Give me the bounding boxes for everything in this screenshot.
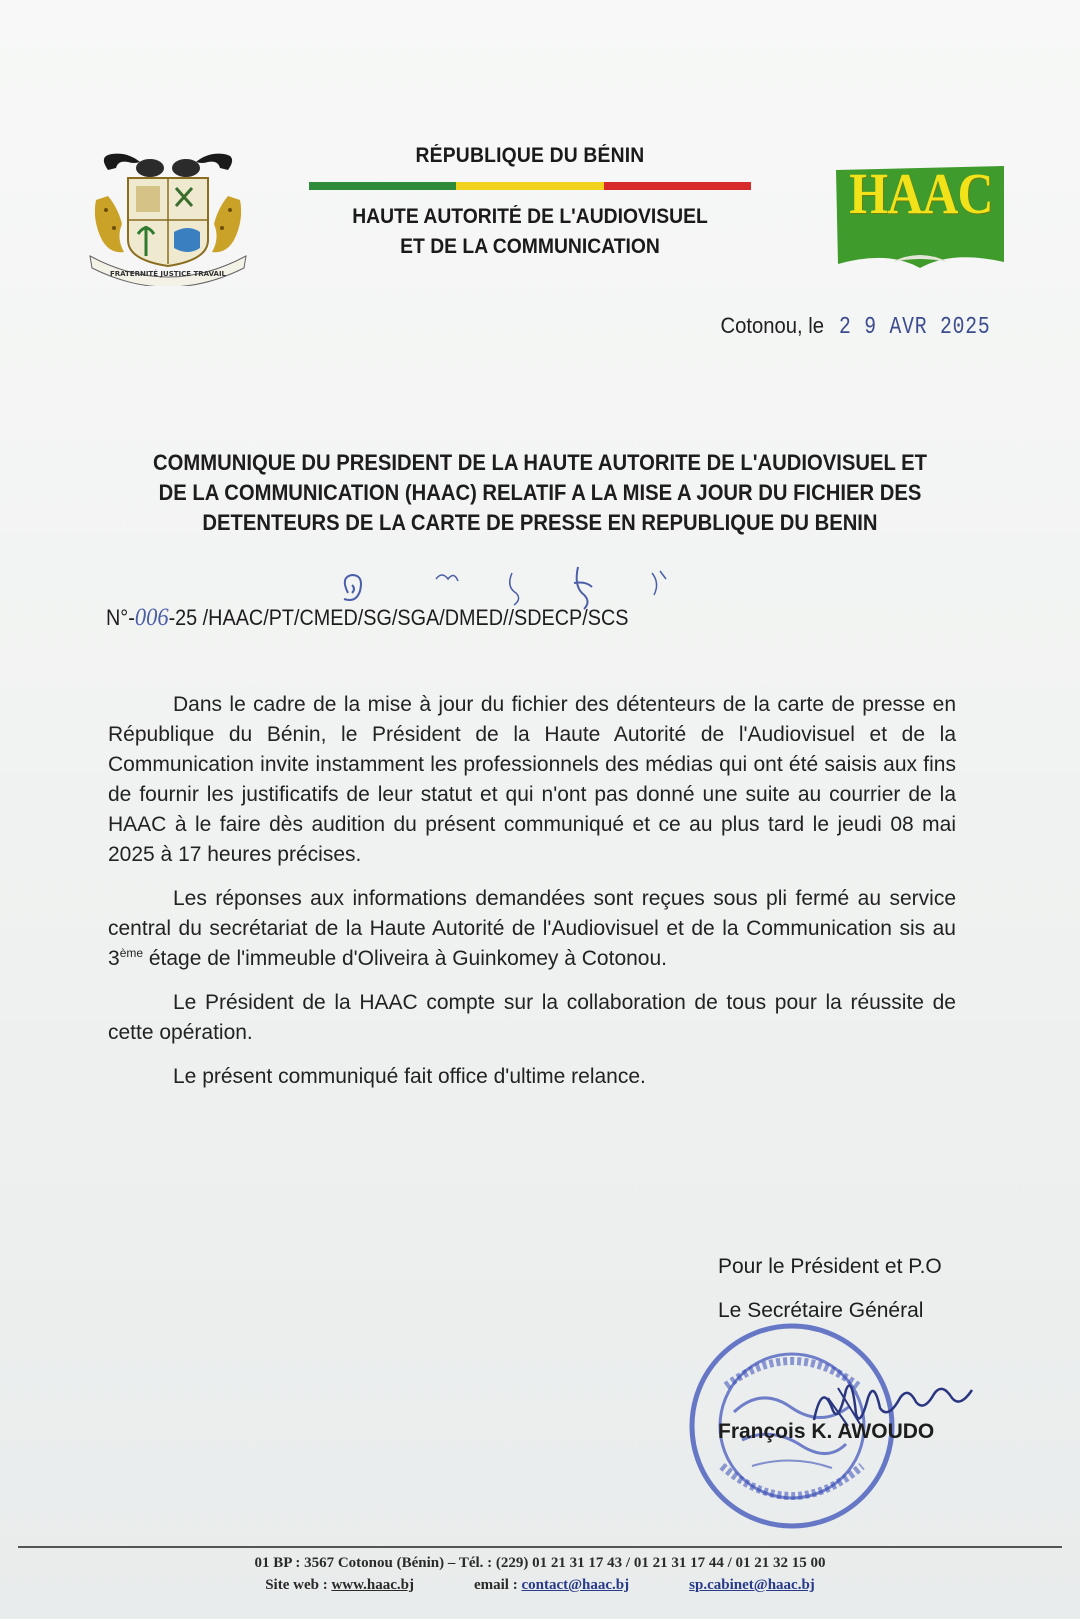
paragraph-2-superscript: ème — [119, 946, 144, 960]
footer-email — [474, 1574, 629, 1596]
signature-line-1: Pour le Président et P.O — [718, 1255, 942, 1278]
reference-number — [106, 604, 687, 632]
footer-email-label: email : — [473, 1577, 518, 1593]
footer-contacts — [20, 1574, 1060, 1596]
paragraph-2-part-1: Les réponses aux informations demandées sont reçues sous pli fermé au service central du secrétariat de la Haute Autorité de l'Audiovisuel et de la Communication sis au 3 — [108, 887, 956, 970]
flag-stripe — [309, 182, 751, 190]
haac-logo-text: HAAC — [849, 161, 993, 226]
title-line-2: DE LA COMMUNICATION (HAAC) RELATIF A LA MISE A JOUR DU FICHIER DES — [158, 480, 922, 505]
flag-red — [604, 182, 751, 190]
footer-rule — [18, 1546, 1062, 1548]
date-stamp: 2 9 AVR 2025 — [838, 314, 991, 341]
footer-site-link[interactable]: www.haac.bj — [331, 1577, 414, 1593]
footer-address: 01 BP : 3567 Cotonou (Bénin) – Tél. : (229) 01 21 31 17 43 / 01 21 31 17 44 / 01 21 32 15 00 — [254, 1555, 826, 1571]
footer-site-label: Site web : — [265, 1577, 328, 1593]
paragraph-1: Dans le cadre de la mise à jour du fichier des détenteurs de la carte de presse en République du Bénin, le Président de la Haute Autorité de l'Audiovisuel et de la Communication invite instamment les professionnels des médias qui ont été saisis aux fins de fournir les justificatifs de leur statut et qui n'ont pas donné une suite au courrier de la HAAC à le faire dès audition du présent communiqué et ce au plus tard le jeudi 08 mai 2025 à 17 heures précises. — [108, 693, 956, 866]
title-line-1: COMMUNIQUE DU PRESIDENT DE LA HAUTE AUTORITE DE L'AUDIOVISUEL ET — [153, 450, 927, 475]
institution-name-line2: ET DE LA COMMUNICATION — [400, 235, 660, 258]
paragraph-2 — [108, 884, 956, 974]
title-line-3: DETENTEURS DE LA CARTE DE PRESSE EN REPUBLIQUE DU BENIN — [202, 510, 878, 535]
footer-email-cabinet[interactable]: sp.cabinet@haac.bj — [689, 1577, 815, 1593]
paragraph-2-part-2: étage de l'immeuble d'Oliveira à Guinkomey à Cotonou. — [143, 947, 667, 970]
benin-coat-of-arms-icon — [88, 148, 248, 286]
signer-name: François K. AWOUDO — [718, 1420, 935, 1443]
letterhead — [300, 144, 760, 262]
reference-handwritten-number: 006 — [134, 604, 169, 631]
flag-green — [309, 182, 456, 190]
signature-line-2: Le Secrétaire Général — [718, 1299, 924, 1322]
footer-site — [265, 1574, 414, 1596]
reference-suffix: -25 /HAAC/PT/CMED/SG/SGA/DMED//SDECP/SCS — [168, 605, 629, 630]
republic-name: RÉPUBLIQUE DU BÉNIN — [415, 144, 645, 167]
footer — [20, 1552, 1060, 1596]
communique-body — [108, 690, 956, 1106]
reference-prefix: N°- — [106, 605, 135, 630]
date-line — [716, 313, 1023, 341]
institution-name-line1: HAUTE AUTORITÉ DE L'AUDIOVISUEL — [352, 205, 708, 228]
coat-motto: FRATERNITÉ JUSTICE TRAVAIL — [109, 270, 227, 278]
communique-title — [112, 448, 968, 538]
paragraph-3: Le Président de la HAAC compte sur la collaboration de tous pour la réussite de cette opération. — [108, 991, 956, 1044]
footer-email-contact[interactable]: contact@haac.bj — [521, 1577, 630, 1593]
flag-yellow — [456, 182, 603, 190]
paragraph-4: Le présent communiqué fait office d'ultime relance. — [173, 1065, 646, 1088]
date-label: Cotonou, le — [720, 313, 825, 338]
